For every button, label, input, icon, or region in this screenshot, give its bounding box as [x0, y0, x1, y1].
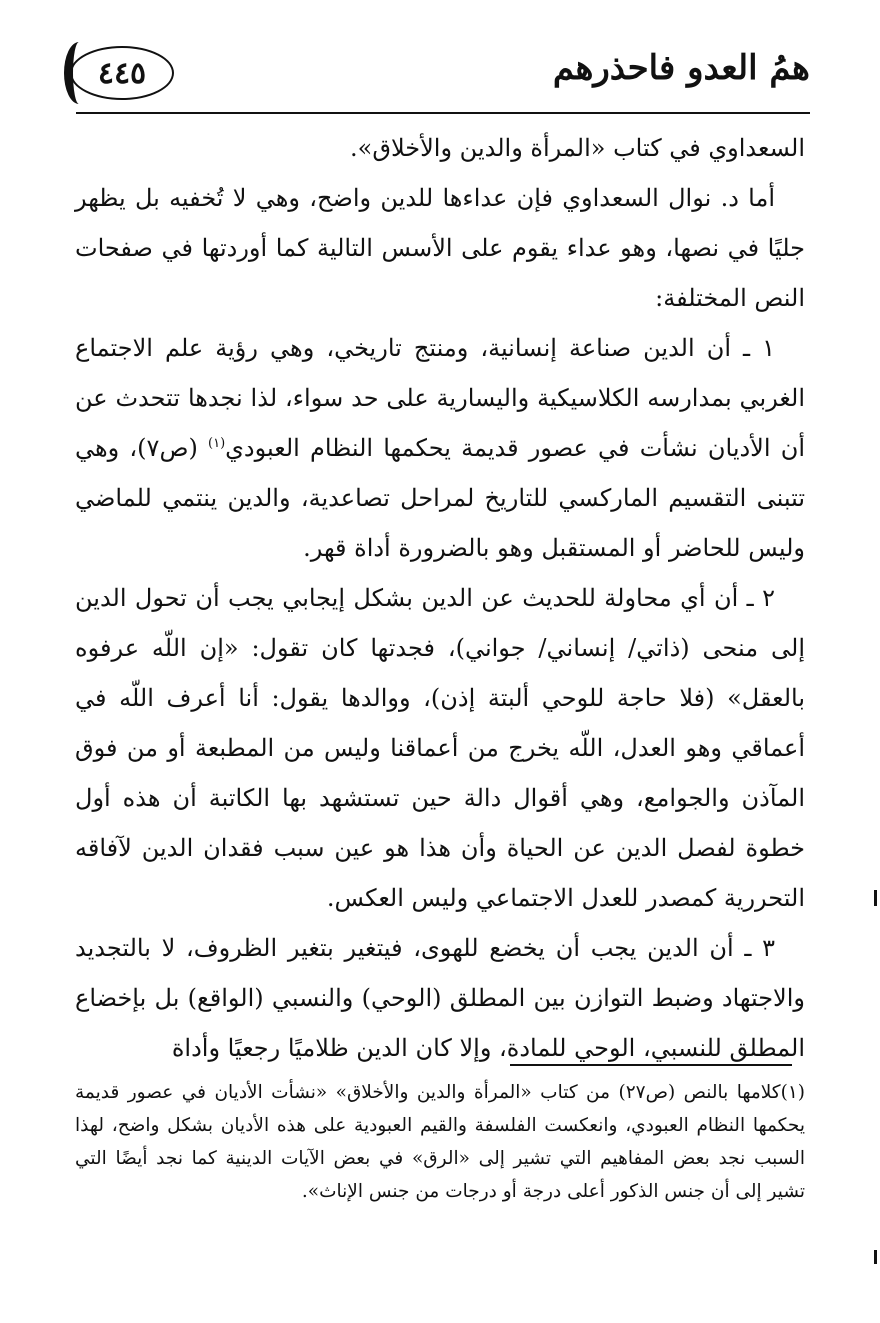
paragraph-point-1 — [75, 323, 805, 573]
paragraph-continuation: السعداوي في كتاب «المرأة والدين والأخلاق». — [350, 134, 805, 162]
badge-ornament — [64, 42, 94, 104]
paragraph-point-2: ٢ ـ أن أي محاولة للحديث عن الدين بشكل إيجابي يجب أن تحول الدين إلى منحى (ذاتي/ إنساني/ جواني)، فجدتها كان تقول: «إن اللّه عرفوه بالعقل» (فلا حاجة للوحي ألبتة إذن)، ووالدها يقول: أنا أعرف اللّه في أعماقي وهو العدل، اللّه يخرج من أعماقنا وليس من المطبعة أو من فوق المآذن والجوامع، وهي أقوال دالة حين تستشهد بها الكاتبة أن هذه أول خطوة لفصل الدين عن الحياة وأن هذا هو عين سبب فقدان الدين لآفاقه التحررية كمصدر للعدل الاجتماعي وليس العكس. — [75, 584, 806, 912]
header-rule — [76, 112, 810, 114]
footnote-rule — [510, 1064, 792, 1066]
footnote — [75, 1076, 805, 1208]
page-number: ٤٤٥ — [97, 55, 147, 91]
footnote-marker: (١) — [208, 436, 226, 451]
point-1-text-cont: (ص٧)، وهي تتبنى التقسيم الماركسي للتاريخ لمراحل تصاعدية، والدين ينتمي للماضي وليس للحاضر أو المستقبل وهو بالضرورة أداة قهر. — [75, 434, 805, 562]
scan-edge-mark — [874, 1250, 877, 1264]
body-text — [75, 123, 805, 1073]
page-header — [70, 40, 810, 118]
point-1-text: ١ ـ أن الدين صناعة إنسانية، ومنتج تاريخي، وهي رؤية علم الاجتماع الغربي بمدارسه الكلاسيكية واليسارية على حد سواء، لذا نجدها تتحدث عن أن الأديان نشأت في عصور قديمة يحكمها النظام العبودي — [75, 334, 806, 462]
running-title: همُ العدو فاحذرهم — [552, 48, 810, 88]
paragraph-intro: أما د. نوال السعداوي فإن عداءها للدين واضح، وهي لا تُخفيه بل يظهر جليًا في نصها، وهو عداء يقوم على الأسس التالية كما أوردتها في صفحات النص المختلفة: — [75, 184, 805, 312]
scan-edge-mark — [874, 890, 877, 906]
footnote-text: (١)كلامها بالنص (ص٢٧) من كتاب «المرأة والدين والأخلاق» «نشأت الأديان في عصور قديمة يحكمها النظام العبودي، وانعكست الفلسفة والقيم العبودية على هذه الأديان بشكل واضح، لهذا السبب نجد بعض المفاهيم التي تشير إلى «الرق» في بعض الآيات الدينية كما نجد أيضًا التي تشير إلى أن جنس الذكور أعلى درجة أو درجات من جنس الإناث». — [75, 1082, 805, 1202]
paragraph-point-3: ٣ ـ أن الدين يجب أن يخضع للهوى، فيتغير بتغير الظروف، لا بالتجديد والاجتهاد وضبط التوازن بين المطلق (الوحي) والنسبي (الواقع) بل بإخضاع المطلق للنسبي، الوحي للمادة، وإلا كان الدين ظلاميًا رجعيًا وأداة — [75, 934, 805, 1062]
